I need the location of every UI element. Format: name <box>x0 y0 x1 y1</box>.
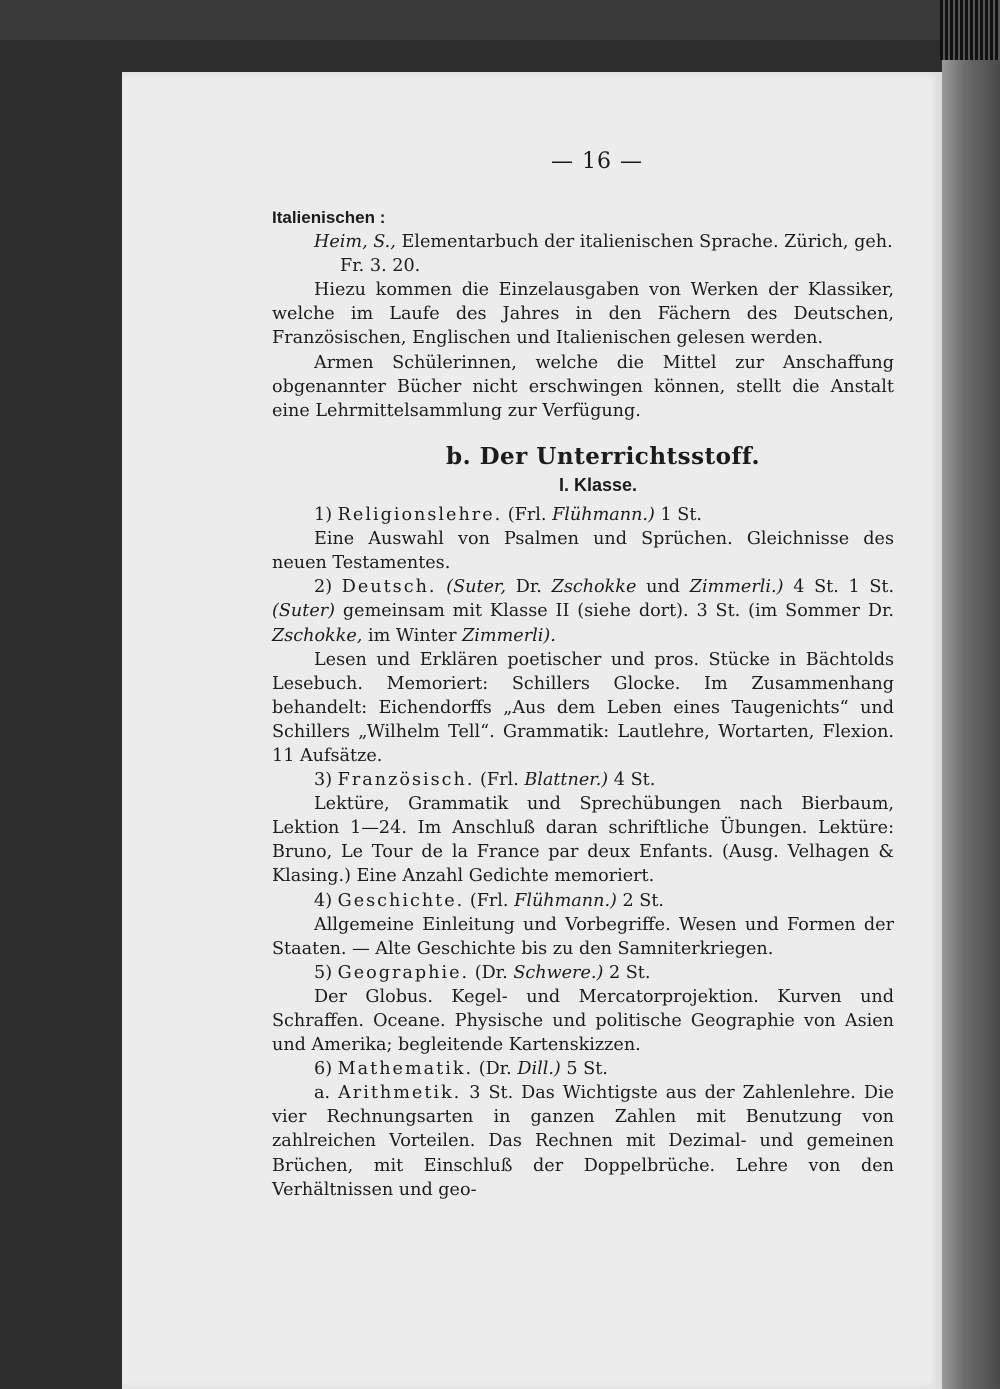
subject-text-deutsch: Lesen und Erklären poetischer und pros. Stücke in Bächtolds Lesebuch. Memoriert: Schillers Glocke. Im Zusammenhang behandelt: Eichendorffs „Aus dem Leben eines Taugenichts“ und Schillers „Wilhelm Tell“. Grammatik: Lautlehre, Wortarten, Flexion. 11 Aufsätze. <box>272 649 894 766</box>
teacher-name: Flühmann.) <box>514 890 617 911</box>
scan-background-right <box>942 40 1000 1389</box>
teacher-name: (Suter, <box>446 577 507 598</box>
book-title: Elementarbuch der italienischen Sprache. Zürich, geh. <box>395 232 893 253</box>
subject-number: 5) <box>314 962 333 983</box>
subject-hours: 2 St. <box>608 962 651 983</box>
teacher-name: (Suter) <box>272 601 336 622</box>
subject-hours: 4 St. <box>613 770 656 791</box>
subsection-letter: a. <box>314 1083 331 1104</box>
subsection-name: Arithmetik. <box>338 1083 462 1104</box>
teacher-name: Zschokke, <box>272 625 363 646</box>
subject-name: Geschichte. <box>337 890 465 911</box>
book-entry <box>272 230 894 254</box>
teacher-prefix: (Dr. <box>474 962 508 983</box>
scan-calibration-strip <box>940 0 1000 60</box>
subject-line-mathematik <box>272 1057 894 1081</box>
subject-line-religion <box>272 503 894 527</box>
teacher-prefix: (Frl. <box>507 505 547 526</box>
subject-text-religion: Eine Auswahl von Psalmen und Sprüchen. Gleichnisse des neuen Testamentes. <box>272 529 894 574</box>
page-number: — 16 — <box>551 149 643 174</box>
subject-hours: 1 St. <box>660 505 702 526</box>
conjunction: und <box>646 577 681 598</box>
subject-line-geschichte <box>272 889 894 913</box>
subject-name: Französisch. <box>337 770 475 791</box>
subject-text-geographie: Der Globus. Kegel- und Mercatorprojektion. Kurven und Schraffen. Oceane. Physische und politische Geographie von Asien und Amerika; begleitende Kartenskizzen. <box>272 986 894 1056</box>
subject-text-franzoesisch: Lektüre, Grammatik und Sprechübungen nach Bierbaum, Lektion 1—24. Im Anschluß daran schriftliche Übungen. Lektüre: Bruno, Le Tour de la France par deux Enfants. (Ausg. Velhagen & Klasing.) Eine Anzahl Gedichte memoriert. <box>272 794 894 887</box>
teacher-name: Zschokke <box>551 577 637 598</box>
subject-number: 4) <box>314 890 333 911</box>
subject-hours: 4 St. 1 St. <box>793 577 895 598</box>
subject-hours: 5 St. <box>566 1059 608 1080</box>
book-price: Fr. 3. 20. <box>340 256 421 277</box>
teacher-name: Schwere.) <box>513 962 604 983</box>
subject-name: Religionslehre. <box>337 505 503 526</box>
teacher-name: Zimmerli.) <box>689 577 784 598</box>
subject-number: 6) <box>314 1059 333 1080</box>
subject-number: 1) <box>314 505 333 526</box>
teacher-prefix: (Frl. <box>469 890 509 911</box>
teacher-prefix: (Frl. <box>480 770 519 791</box>
book-author: Heim, S., <box>314 232 396 253</box>
page-text <box>272 150 894 1202</box>
teacher-name: Blattner.) <box>524 770 609 791</box>
subject-line-deutsch <box>272 575 894 647</box>
subject-number: 2) <box>314 577 333 598</box>
section-heading-italian: Italienischen : <box>272 208 386 228</box>
subject-name: Mathematik. <box>337 1059 474 1080</box>
teacher-name: Dill.) <box>517 1059 561 1080</box>
subject-name: Geographie. <box>337 962 470 983</box>
schedule-note: im Winter <box>367 625 457 646</box>
subject-text-geschichte: Allgemeine Einleitung und Vorbegriffe. Wesen und Formen der Staaten. — Alte Geschichte bis zu den Samniterkriegen. <box>272 914 894 959</box>
subject-hours: 2 St. <box>622 890 665 911</box>
subject-text-mathematik <box>272 1081 894 1201</box>
paragraph-library: Armen Schülerinnen, welche die Mittel zur Anschaffung obgenannter Bücher nicht erschwingen können, stellt die Anstalt eine Lehrmittelsammlung zur Verfügung. <box>272 352 894 421</box>
heading-klasse: I. Klasse. <box>558 474 638 495</box>
subsection-text: 3 St. Das Wichtigste aus der Zahlenlehre. Die vier Rechnungsarten in ganzen Zahlen mit Benutzung von zahlreichen Vorteilen. Das Rechnen mit Dezimal- und gemeinen Brüchen, mit Einschluß der Doppelbrüche. Lehre von den Verhältnissen und geo- <box>272 1083 895 1200</box>
teacher-prefix: (Dr. <box>478 1059 512 1080</box>
paragraph-classics: Hiezu kommen die Einzelausgaben von Werken der Klassiker, welche im Laufe des Jahres in den Fächern des Deutschen, Französischen, Englischen und Italienischen gelesen werden. <box>272 280 894 349</box>
teacher-name: Zimmerli). <box>462 625 556 646</box>
subject-number: 3) <box>314 770 333 791</box>
teacher-prefix: Dr. <box>515 577 542 598</box>
subject-line-geographie <box>272 961 894 985</box>
teacher-name: Flühmann.) <box>552 505 655 526</box>
subject-name: Deutsch. <box>341 577 437 598</box>
schedule-note: gemeinsam mit Klasse II (siehe dort). 3 St. (im Sommer Dr. <box>342 601 895 622</box>
subject-line-franzoesisch <box>272 768 894 792</box>
scan-background-top <box>0 0 1000 40</box>
heading-unterrichtsstoff: b. Der Unterrichtsstoff. <box>446 442 760 470</box>
